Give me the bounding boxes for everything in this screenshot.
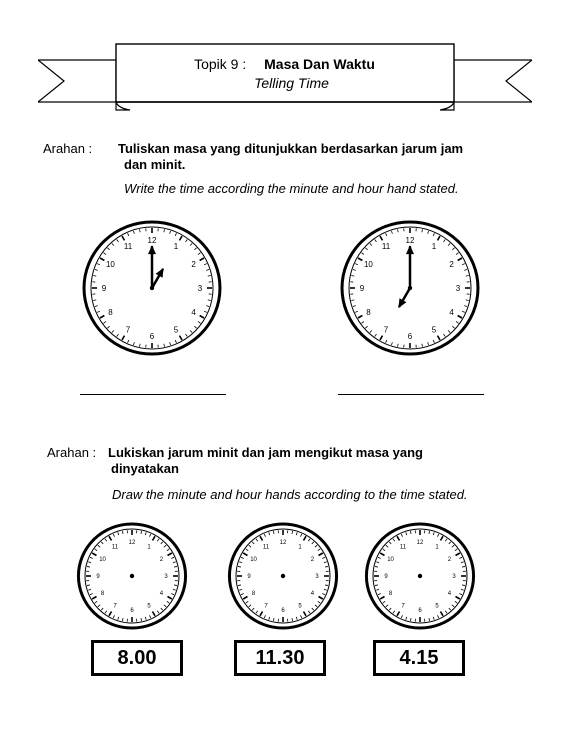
clock-number: 4 <box>159 591 164 598</box>
clock-number: 3 <box>197 283 203 293</box>
clock-center <box>130 574 134 578</box>
clock-number: 11 <box>399 544 407 551</box>
time-box-1: 8.00 <box>91 640 183 676</box>
clock-number: 10 <box>363 259 373 269</box>
clock-number: 1 <box>173 242 179 252</box>
section2-label: Arahan : <box>47 445 97 460</box>
clock-number: 3 <box>164 574 168 581</box>
clock-number: 7 <box>113 603 117 610</box>
clock-number: 9 <box>359 283 365 293</box>
section1-instruction-en: Write the time according the minute and hour hand stated. <box>124 181 459 196</box>
clock-number: 2 <box>449 259 454 269</box>
clock-number: 4 <box>449 307 454 317</box>
clock-number: 6 <box>418 608 422 615</box>
clock-number: 9 <box>101 283 107 293</box>
clock-number: 1 <box>147 544 151 551</box>
clock-number: 8 <box>108 307 113 317</box>
clock-number: 4 <box>310 591 315 598</box>
clock-number: 12 <box>416 540 424 547</box>
clock-number: 8 <box>100 591 105 598</box>
clock-number: 4 <box>447 591 452 598</box>
clock-number: 1 <box>435 544 439 551</box>
title-english: Telling Time <box>254 75 329 91</box>
clock-number: 2 <box>310 557 315 564</box>
blank-clock-3[interactable] <box>364 522 476 630</box>
clock-number: 2 <box>159 557 164 564</box>
clock-face-2 <box>338 220 482 356</box>
clock-number: 7 <box>383 325 389 335</box>
answer-line-2[interactable] <box>338 394 484 395</box>
clock-number: 2 <box>191 259 196 269</box>
clock-number: 6 <box>149 331 155 341</box>
title-malay: Masa Dan Waktu <box>264 56 375 72</box>
clock-number: 11 <box>123 242 133 252</box>
clock-number: 3 <box>455 283 461 293</box>
clock-number: 6 <box>407 331 413 341</box>
clock-center <box>150 286 154 290</box>
clock-center <box>418 574 422 578</box>
clock-number: 7 <box>401 603 405 610</box>
clock-center <box>281 574 285 578</box>
blank-clock-1[interactable] <box>76 522 188 630</box>
clock-number: 10 <box>387 557 394 564</box>
clock-number: 8 <box>251 591 256 598</box>
clock-number: 5 <box>435 603 439 610</box>
clock-number: 5 <box>173 325 179 335</box>
clock-number: 8 <box>388 591 393 598</box>
section2-instruction-ms-line2: dinyatakan <box>111 461 179 476</box>
time-box-3: 4.15 <box>373 640 465 676</box>
clock-number: 1 <box>431 242 437 252</box>
clock-number: 11 <box>111 544 119 551</box>
blank-clock-2[interactable] <box>227 522 339 630</box>
clock-number: 12 <box>405 235 415 245</box>
answer-line-1[interactable] <box>80 394 226 395</box>
clock-number: 10 <box>105 259 115 269</box>
section1-instruction-ms-line1: Tuliskan masa yang ditunjukkan berdasarkan jarum jam <box>118 141 464 156</box>
clock-number: 3 <box>315 574 319 581</box>
clock-number: 12 <box>279 540 287 547</box>
section2-instruction-ms-line1: Lukiskan jarum minit dan jam mengikut masa yang <box>108 445 423 460</box>
clock-number: 9 <box>247 574 251 581</box>
clock-number: 10 <box>99 557 106 564</box>
clock-number: 6 <box>281 608 285 615</box>
clock-number: 12 <box>147 235 157 245</box>
clock-number: 7 <box>264 603 268 610</box>
clock-number: 3 <box>452 574 456 581</box>
section1-label: Arahan : <box>43 141 93 156</box>
section2-instruction-en: Draw the minute and hour hands according to the time stated. <box>112 487 468 502</box>
clock-number: 5 <box>298 603 302 610</box>
clock-number: 8 <box>366 307 371 317</box>
page-title <box>0 56 569 72</box>
clock-number: 7 <box>125 325 131 335</box>
clock-number: 10 <box>250 557 257 564</box>
clock-number: 11 <box>381 242 391 252</box>
section1-instruction-ms-line2: dan minit. <box>124 157 186 172</box>
clock-center <box>408 286 412 290</box>
topic-label: Topik 9 : <box>194 56 247 72</box>
clock-number: 11 <box>262 544 270 551</box>
clock-face-1 <box>82 220 222 356</box>
clock-number: 6 <box>130 608 134 615</box>
clock-number: 9 <box>384 574 388 581</box>
clock-number: 5 <box>147 603 151 610</box>
clock-number: 9 <box>96 574 100 581</box>
clock-number: 2 <box>447 557 452 564</box>
clock-number: 12 <box>128 540 136 547</box>
clock-number: 5 <box>431 325 437 335</box>
clock-number: 4 <box>191 307 196 317</box>
time-box-2: 11.30 <box>234 640 326 676</box>
clock-number: 1 <box>298 544 302 551</box>
